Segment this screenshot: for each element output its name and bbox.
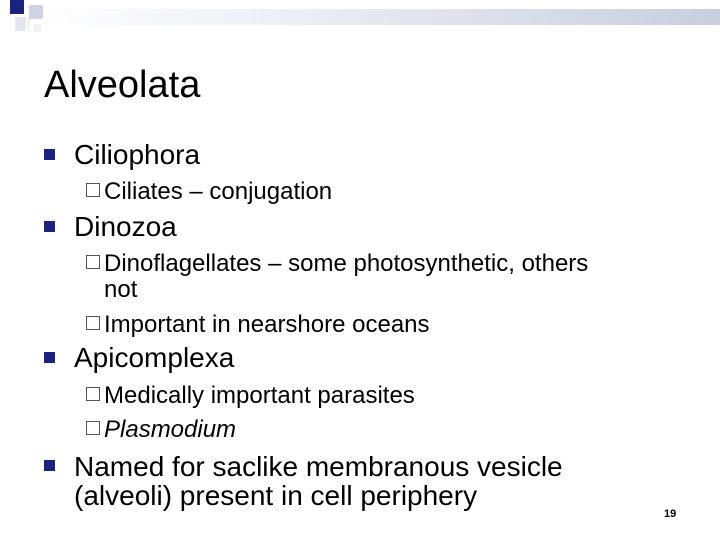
header-square-dark [10, 0, 24, 14]
checkbox-bullet-icon [86, 316, 100, 330]
page-number: 19 [664, 508, 677, 520]
square-bullet-icon [44, 460, 55, 471]
square-bullet-icon [44, 352, 55, 363]
checkbox-bullet-icon [86, 255, 100, 269]
header-square-light [29, 5, 43, 19]
sub-bullet-text: Dinoflagellates – some photosynthetic, others [104, 250, 589, 277]
sub-bullet-text: Important in nearshore oceans [104, 311, 430, 338]
checkbox-bullet-icon [86, 183, 100, 197]
square-bullet-icon [44, 149, 55, 160]
bullet-text: Dinozoa [74, 211, 177, 242]
checkbox-bullet-icon [86, 421, 100, 435]
bullet-text: Ciliophora [74, 139, 201, 170]
sub-bullet-text: Medically important parasites [104, 382, 415, 409]
sub-bullet-text: Plasmodium [104, 416, 237, 443]
sub-bullet-text: Ciliates – conjugation [104, 178, 333, 205]
header-gradient-bar [30, 9, 720, 25]
slide-title: Alveolata [44, 64, 201, 106]
square-bullet-icon [44, 221, 55, 232]
checkbox-bullet-icon [86, 387, 100, 401]
sub-bullet-text-continuation: not [104, 276, 138, 303]
header-square-light [33, 24, 41, 32]
header-divider [26, 2, 28, 40]
bullet-text: Apicomplexa [74, 342, 235, 373]
bullet-text: Named for saclike membranous vesicle (alveoli) present in cell periphery [74, 451, 563, 512]
